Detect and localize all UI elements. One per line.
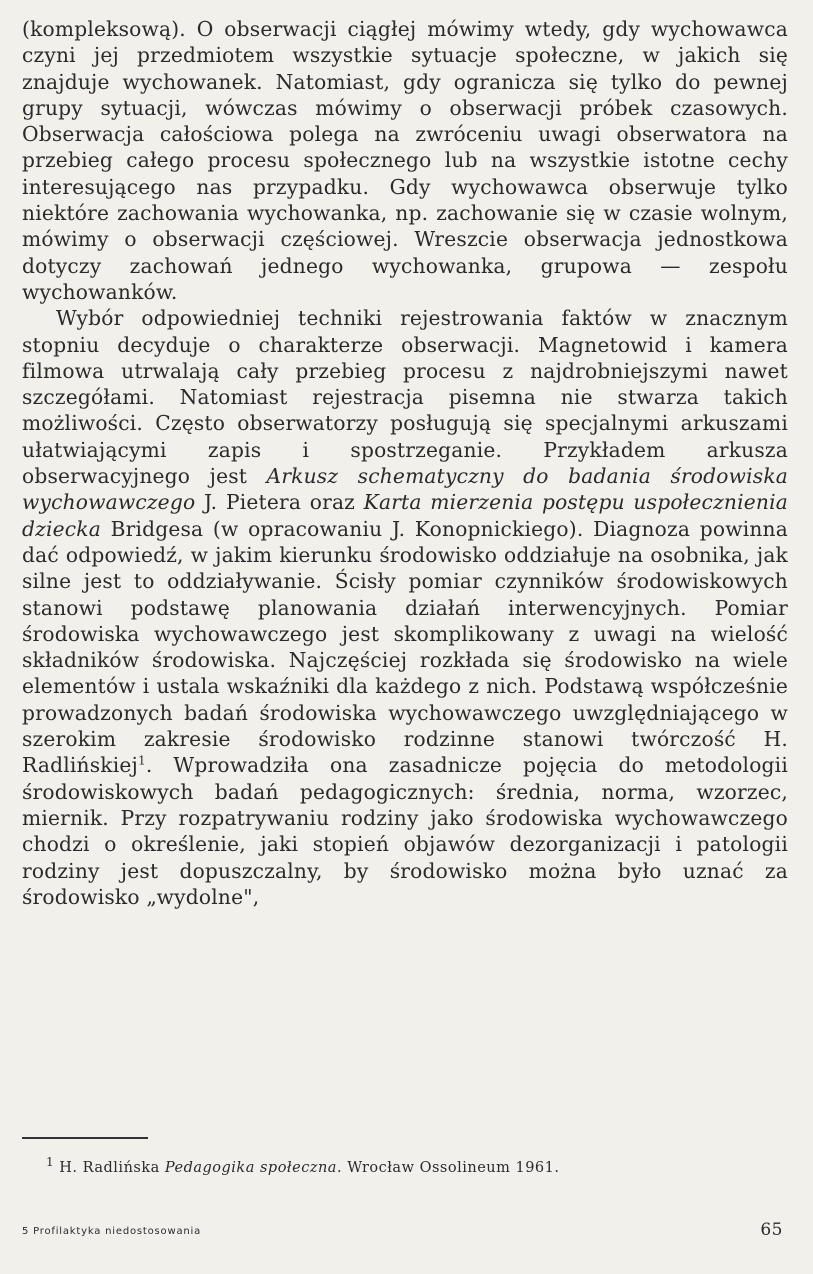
running-footer: 5 Profilaktyka niedostosowania	[22, 1226, 202, 1237]
paragraph-2-part-2: J. Pietera oraz	[195, 490, 364, 515]
cited-title-karta: Karta mierzenia postępu uspołecznienia dziecka	[22, 490, 789, 541]
cited-title-arkusz: Arkusz schematyczny do badania środowiska wychowawczego	[22, 464, 788, 515]
paragraph-1: (kompleksową). O obserwacji ciągłej mówimy wtedy, gdy wychowawca czyni jej przedmiotem wszystkie sytuacje społeczne, w jakich się znajduje wychowanek. Natomiast, gdy ogranicza się tylko do pewnej grupy sytuacji, wówczas mówimy o obserwacji próbek czasowych. Obserwacja całościowa polega na zwróceniu uwagi obserwatora na przebieg całego procesu społecznego lub na wszystkie istotne cechy interesującego nas przypadku. Gdy wychowawca obserwuje tylko niektóre zachowania wychowanka, np. zachowanie się w czasie wolnym, mówimy o obserwacji częściowej. Wreszcie obserwacja jednostkowa dotyczy zachowań jednego wychowanka, grupowa — zespołu wychowanków.	[22, 17, 788, 304]
paragraph-2-part-4: . Wprowadziła ona zasadnicze pojęcia do metodologii środowiskowych badań pedagogicznych: średnia, norma, wzorzec, miernik. Przy rozpatrywaniu rodziny jako środowiska wychowawczego chodzi o określenie, jaki stopień objawów dezorganizacji i patologii rodziny jest dopuszczalny, by środowisko można było uznać za środowisko „wydolne",	[22, 753, 788, 909]
paragraph-2-part-3: Bridgesa (w opracowaniu J. Konopnickiego). Diagnoza powinna dać odpowiedź, w jakim kierunku środowisko oddziałuje na osobnika, jak silne jest to oddziaływanie. Ścisły pomiar czynników środowiskowych stanowi podstawę planowania działań interwencyjnych. Pomiar środowiska wychowawczego jest skomplikowany z uwagi na wielość składników środowiska. Najczęściej rozkłada się środowisko na wiele elementów i ustala wskaźniki dla każdego z nich. Podstawą współcześnie prowadzonych badań środowiska wychowawczego uwzględniającego w szerokim zakresie środowisko rodzinne stanowi twórczość H. Radlińskiej	[22, 516, 788, 778]
footnote-publisher: Wrocław Ossolineum 1961.	[347, 1160, 560, 1176]
footnote-author: H. Radlińska	[59, 1160, 160, 1176]
footnote-marker: 1	[46, 1155, 55, 1170]
footnote-title: Pedagogika społeczna.	[164, 1160, 343, 1176]
footnote	[46, 1155, 786, 1178]
page-number: 65	[760, 1220, 783, 1240]
paragraph-2-part-1: Wybór odpowiedniej techniki rejestrowania faktów w znacznym stopniu decyduje o charakterze obserwacji. Magnetowid i kamera filmowa utrwalają cały przebieg procesu z najdrobniejszymi nawet szczegółami. Natomiast rejestracja pisemna nie stwarza takich możliwości. Często obserwatorzy posługują się specjalnymi arkuszami ułatwiającymi zapis i spostrzeganie. Przykładem arkusza obserwacyjnego jest	[22, 306, 788, 489]
paragraph-2	[22, 305, 788, 910]
footnote-reference[interactable]: 1	[138, 753, 146, 768]
body-text	[22, 16, 788, 910]
footnote-divider	[22, 1137, 148, 1139]
